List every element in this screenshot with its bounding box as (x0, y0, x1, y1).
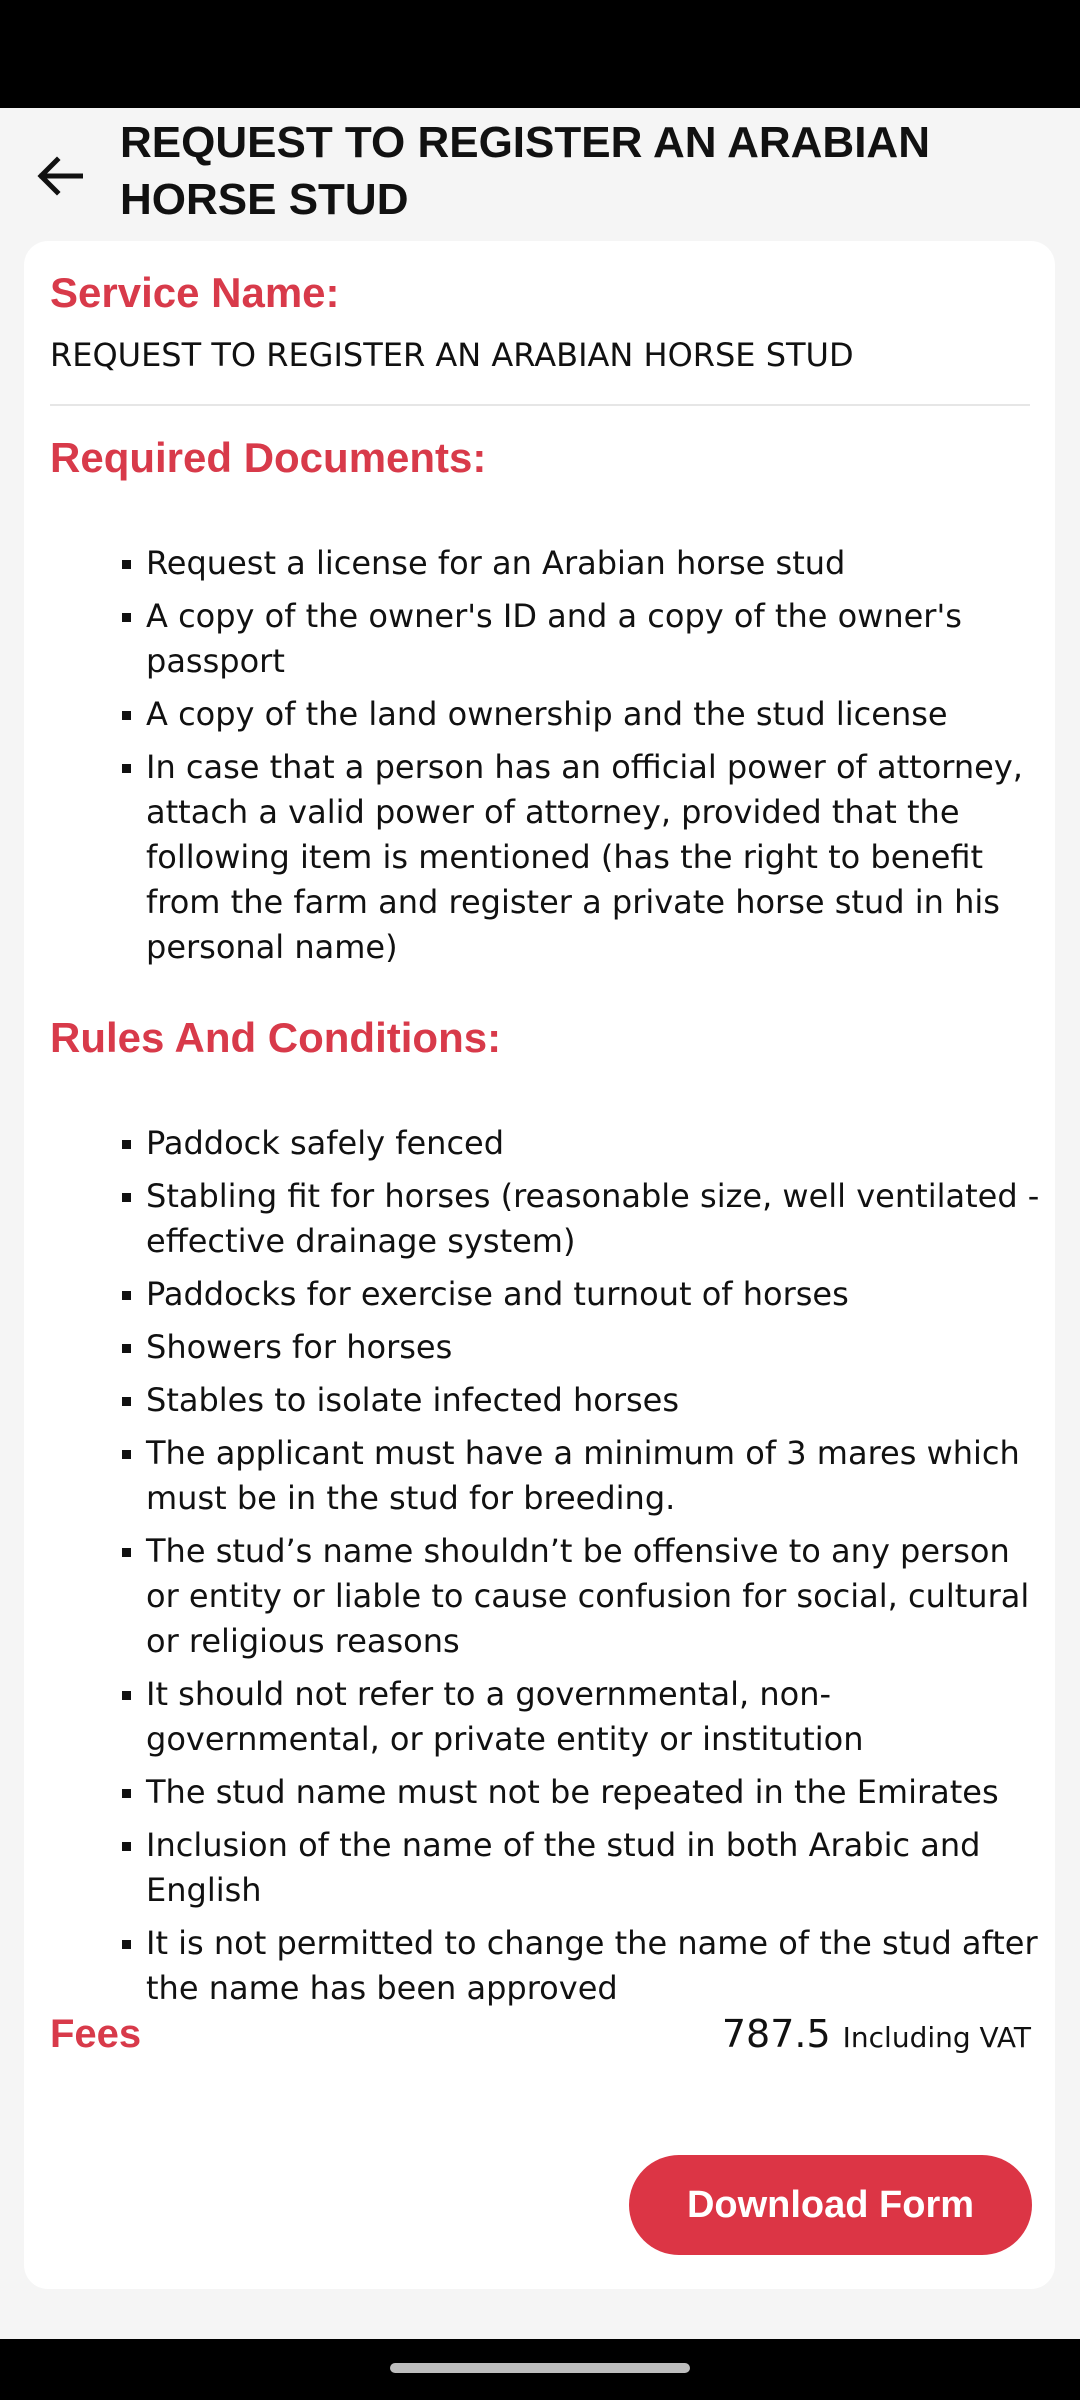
list-item: The stud name must not be repeated in the Emirates (146, 1770, 1046, 1815)
list-item: A copy of the owner's ID and a copy of the owner's passport (146, 594, 1046, 684)
list-item: The applicant must have a minimum of 3 mares which must be in the stud for breeding. (146, 1431, 1046, 1521)
list-item: Paddock safely fenced (146, 1121, 1046, 1166)
required-documents-list (146, 541, 1046, 978)
status-bar (0, 0, 1080, 108)
list-item: It should not refer to a governmental, non-governmental, or private entity or institution (146, 1672, 1046, 1762)
list-item: Request a license for an Arabian horse stud (146, 541, 1046, 586)
page-title: REQUEST TO REGISTER AN ARABIAN HORSE STUD (120, 118, 930, 224)
list-item: Paddocks for exercise and turnout of horses (146, 1272, 1046, 1317)
list-item: Stabling fit for horses (reasonable size, well ventilated - effective drainage system) (146, 1174, 1046, 1264)
rules-heading: Rules And Conditions: (50, 1014, 502, 1061)
fees-amount: 787.5 (721, 2012, 831, 2056)
list-item: A copy of the land ownership and the stud license (146, 692, 1046, 737)
list-item: In case that a person has an official power of attorney, attach a valid power of attorney, provided that the following item is mentioned (has the right to benefit from the farm and register a private horse stud in his personal name) (146, 745, 1046, 970)
list-item: It is not permitted to change the name of the stud after the name has been approved (146, 1921, 1046, 2011)
fees-label: Fees (50, 2012, 142, 2056)
list-item: Showers for horses (146, 1325, 1046, 1370)
divider (50, 404, 1030, 406)
rules-list (146, 1121, 1046, 2019)
service-name-heading: Service Name: (50, 269, 340, 316)
list-item: Stables to isolate infected horses (146, 1378, 1046, 1423)
home-indicator[interactable] (390, 2363, 690, 2373)
fees-value (722, 2009, 1031, 2063)
download-form-button[interactable]: Download Form (629, 2155, 1032, 2255)
service-details-card (24, 241, 1055, 2289)
list-item: The stud’s name shouldn’t be offensive to any person or entity or liable to cause confusion for social, cultural or religious reasons (146, 1529, 1046, 1664)
list-item: Inclusion of the name of the stud in both Arabic and English (146, 1823, 1046, 1913)
app-header (0, 108, 1080, 238)
required-documents-heading: Required Documents: (50, 434, 487, 481)
navigation-bar (0, 2339, 1080, 2400)
arrow-left-icon (37, 156, 83, 196)
fees-vat-note: Including VAT (842, 2021, 1031, 2054)
service-name-value: REQUEST TO REGISTER AN ARABIAN HORSE STUD (50, 336, 854, 374)
back-button[interactable] (22, 138, 98, 214)
